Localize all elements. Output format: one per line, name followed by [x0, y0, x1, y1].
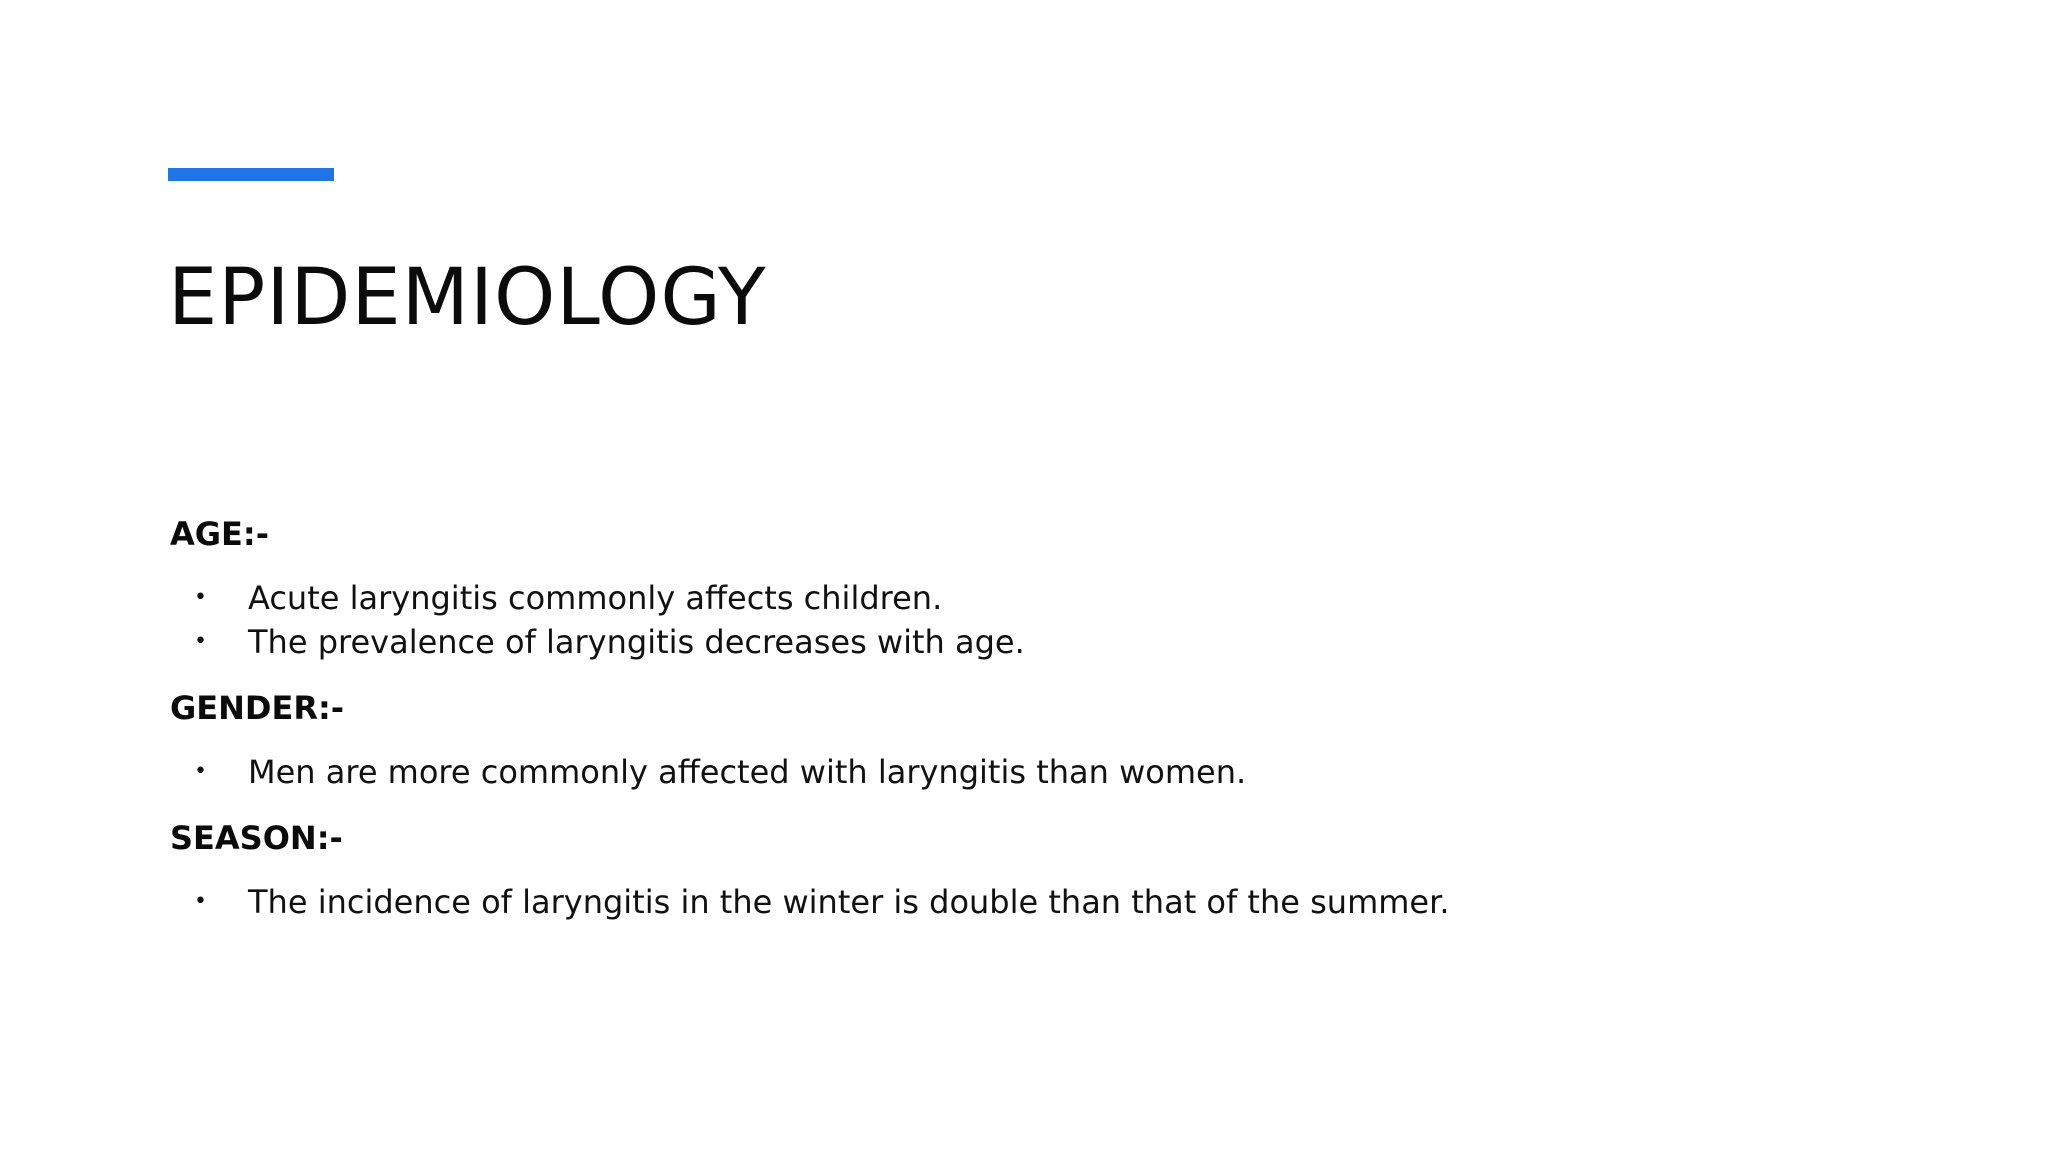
section-heading: AGE:-	[170, 515, 269, 553]
section-heading: SEASON:-	[170, 819, 343, 857]
bullet-list	[170, 880, 1870, 924]
bullet-text: The incidence of laryngitis in the winter is double than that of the summer.	[248, 883, 1450, 921]
bullet-text: Men are more commonly affected with laryngitis than women.	[248, 753, 1247, 791]
list-item	[170, 620, 1870, 664]
title-accent-bar	[168, 168, 334, 181]
section-age	[170, 512, 1870, 664]
bullet-icon: •	[194, 629, 207, 654]
section-heading: GENDER:-	[170, 689, 345, 727]
list-item	[170, 576, 1870, 620]
list-item	[170, 880, 1870, 924]
slide-body	[170, 512, 1870, 946]
bullet-icon: •	[194, 889, 207, 914]
section-gender	[170, 686, 1870, 794]
slide-title: EPIDEMIOLOGY	[168, 253, 767, 343]
section-season	[170, 816, 1870, 924]
bullet-icon: •	[194, 759, 207, 784]
bullet-list	[170, 576, 1870, 664]
bullet-text: The prevalence of laryngitis decreases with age.	[248, 623, 1025, 661]
bullet-icon: •	[194, 585, 207, 610]
list-item	[170, 750, 1870, 794]
bullet-text: Acute laryngitis commonly affects children.	[248, 579, 943, 617]
bullet-list	[170, 750, 1870, 794]
